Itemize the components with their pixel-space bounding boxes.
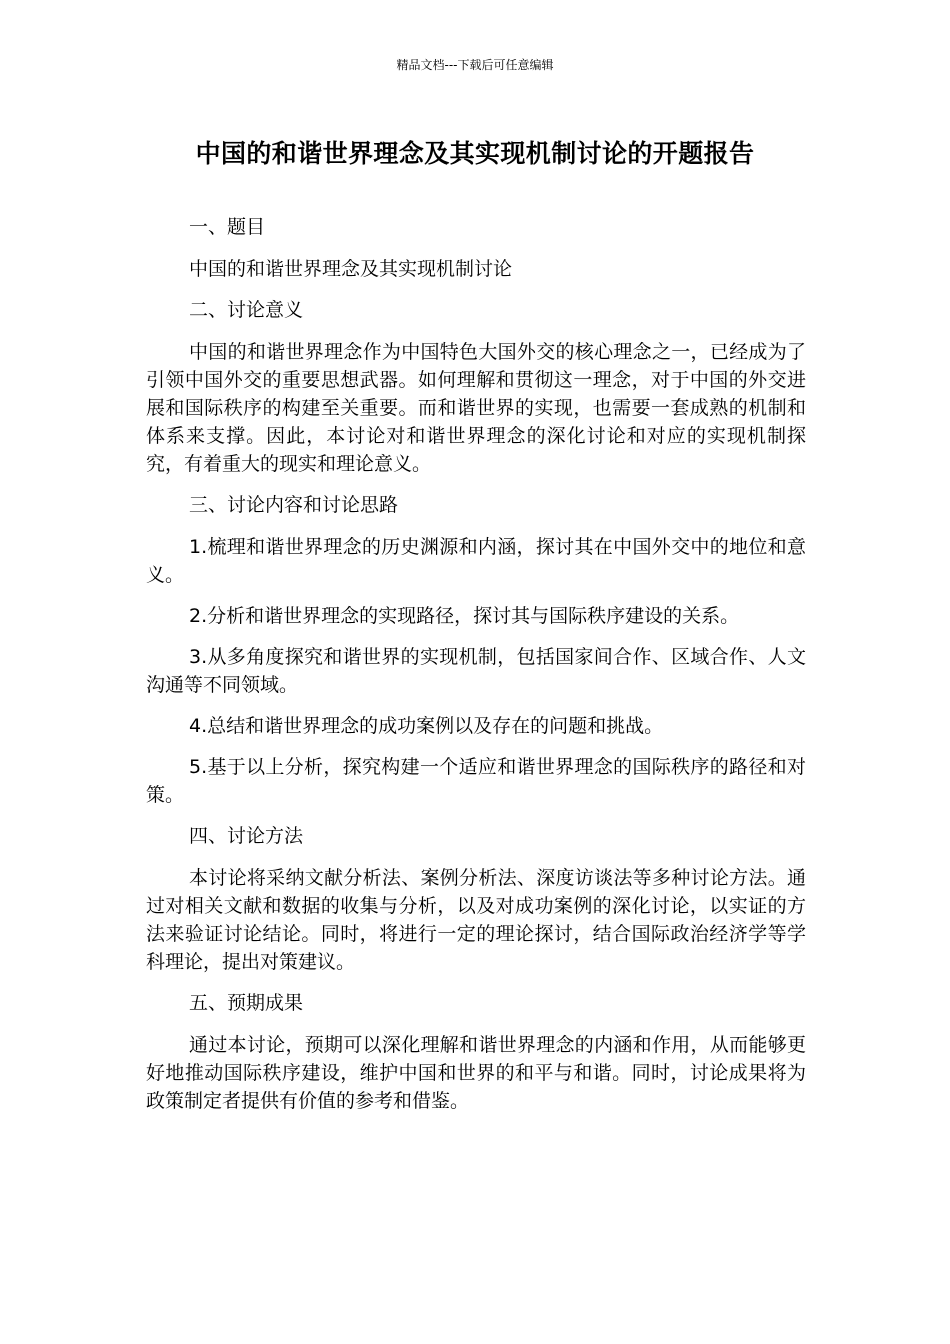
paragraph-outcomes: 通过本讨论，预期可以深化理解和谐世界理念的内涵和作用，从而能够更好地推动国际秩序建设，维护中国和世界的和平与和谐。同时，讨论成果将为政策制定者提供有价值的参考和借鉴。 xyxy=(146,1034,806,1112)
list-item-1: 1.梳理和谐世界理念的历史渊源和内涵，探讨其在中国外交中的地位和意义。 xyxy=(146,536,806,586)
list-item-4: 4.总结和谐世界理念的成功案例以及存在的问题和挑战。 xyxy=(189,715,664,737)
document-title: 中国的和谐世界理念及其实现机制讨论的开题报告 xyxy=(195,139,755,168)
section-heading-topic: 一、题目 xyxy=(189,216,266,238)
section-heading-significance: 二、讨论意义 xyxy=(189,299,304,321)
document-body xyxy=(146,213,806,1128)
page-header: 精品文档---下载后可任意编辑 xyxy=(396,58,554,72)
section-heading-methods: 四、讨论方法 xyxy=(189,825,304,847)
section-heading-outcomes: 五、预期成果 xyxy=(189,992,304,1014)
paragraph-significance: 中国的和谐世界理念作为中国特色大国外交的核心理念之一，已经成为了引领中国外交的重要思想武器。如何理解和贯彻这一理念，对于中国的外交进展和国际秩序的构建至关重要。而和谐世界的实现，也需要一套成熟的机制和体系来支撑。因此，本讨论对和谐世界理念的深化讨论和对应的实现机制探究，有着重大的现实和理论意义。 xyxy=(146,341,806,475)
list-item-5: 5.基于以上分析，探究构建一个适应和谐世界理念的国际秩序的路径和对策。 xyxy=(146,756,806,806)
list-item-2: 2.分析和谐世界理念的实现路径，探讨其与国际秩序建设的关系。 xyxy=(189,605,740,627)
paragraph-methods: 本讨论将采纳文献分析法、案例分析法、深度访谈法等多种讨论方法。通过对相关文献和数据的收集与分析，以及对成功案例的深化讨论，以实证的方法来验证讨论结论。同时，将进行一定的理论探讨，结合国际政治经济学等学科理论，提出对策建议。 xyxy=(146,867,806,973)
list-item-3: 3.从多角度探究和谐世界的实现机制，包括国家间合作、区域合作、人文沟通等不同领域。 xyxy=(146,646,806,696)
section-heading-content: 三、讨论内容和讨论思路 xyxy=(189,494,399,516)
paragraph-topic: 中国的和谐世界理念及其实现机制讨论 xyxy=(189,258,513,280)
